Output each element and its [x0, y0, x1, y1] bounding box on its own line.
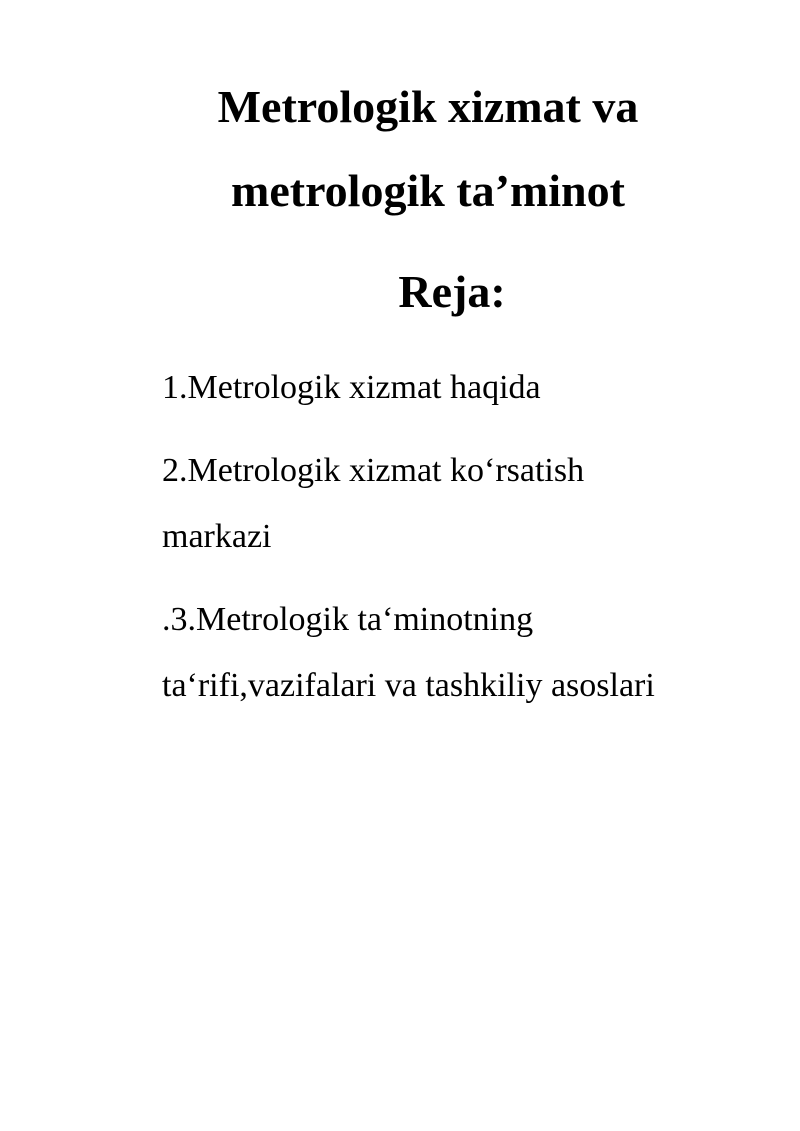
document-title-line-1: Metrologik xizmat va: [217, 81, 639, 132]
document-title-line-2: metrologik ta’minot: [231, 165, 625, 216]
plan-item-3-line-2: ta‘rifi,vazifalari va tashkiliy asoslari: [162, 667, 655, 704]
plan-heading: Reja:: [398, 266, 506, 317]
plan-item-1: 1.Metrologik xizmat haqida: [162, 369, 541, 406]
plan-item-3-line-1: .3.Metrologik ta‘minotning: [162, 601, 534, 638]
plan-item-2-line-2: markazi: [162, 518, 272, 555]
plan-item-2-line-1: 2.Metrologik xizmat ko‘rsatish: [162, 452, 585, 489]
